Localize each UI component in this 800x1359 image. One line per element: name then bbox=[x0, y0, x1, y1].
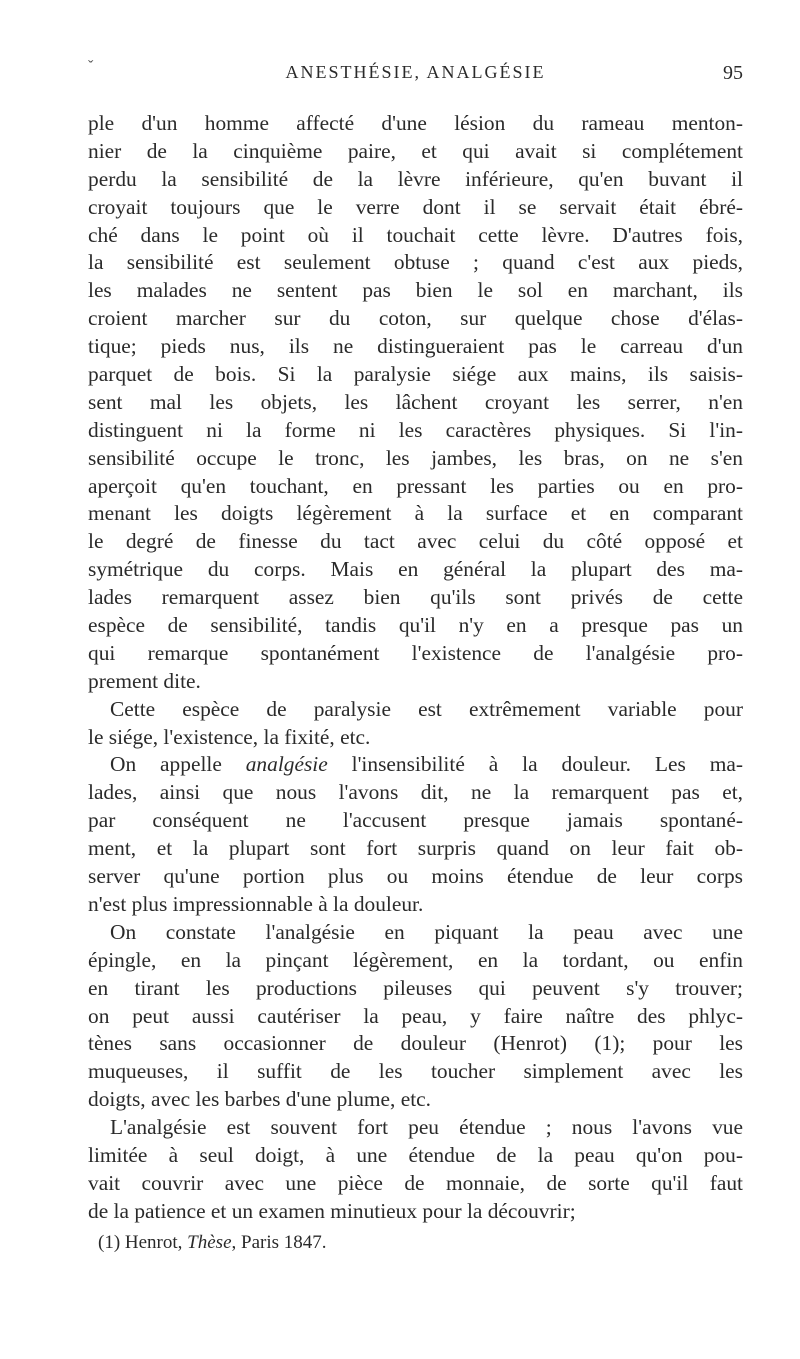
text-line: en tirant les productions pileuses qui peuvent s'y trouver; bbox=[88, 975, 743, 1000]
text-line: lades, ainsi que nous l'avons dit, ne la remarquent pas et, bbox=[88, 780, 743, 805]
text-line: par conséquent ne l'accusent presque jamais spontané- bbox=[88, 808, 743, 833]
text-line: parquet de bois. Si la paralysie siége aux mains, ils saisis- bbox=[88, 362, 743, 387]
text-line: le degré de finesse du tact avec celui du côté opposé et bbox=[88, 529, 743, 554]
text-line: ché dans le point où il touchait cette lèvre. D'autres fois, bbox=[88, 222, 743, 247]
text-line: distinguent ni la forme ni les caractères physiques. Si l'in- bbox=[88, 417, 743, 442]
text-line: L'analgésie est souvent fort peu étendue ; nous l'avons vue bbox=[110, 1115, 743, 1140]
text-line: le siége, l'existence, la fixité, etc. bbox=[88, 724, 371, 749]
text-line: croient marcher sur du coton, sur quelque chose d'élas- bbox=[88, 306, 743, 331]
text-line: menant les doigts légèrement à la surface et en comparant bbox=[88, 501, 743, 526]
text-line: On constate l'analgésie en piquant la peau avec une bbox=[110, 919, 743, 944]
body-text bbox=[88, 110, 743, 1226]
text-line: muqueuses, il suffit de les toucher simplement avec les bbox=[88, 1059, 743, 1084]
text-line: nier de la cinquième paire, et qui avait si complétement bbox=[88, 138, 743, 163]
header-mark: ˇ bbox=[88, 58, 94, 75]
text-line: n'est plus impressionnable à la douleur. bbox=[88, 891, 424, 916]
footnote-work: Thèse bbox=[187, 1232, 232, 1253]
text-line: ment, et la plupart sont fort surpris quand on leur fait ob- bbox=[88, 836, 743, 861]
text-line: Cette espèce de paralysie est extrêmement variable pour bbox=[110, 696, 743, 721]
text-line: prement dite. bbox=[88, 668, 201, 693]
text-line: sensibilité occupe le tronc, les jambes, les bras, on ne s'en bbox=[88, 445, 743, 470]
text-line: les malades ne sentent pas bien le sol en marchant, ils bbox=[88, 278, 743, 303]
text-line: perdu la sensibilité de la lèvre inférieure, qu'en buvant il bbox=[88, 166, 743, 191]
text-line: de la patience et un examen minutieux pour la découvrir; bbox=[88, 1198, 576, 1223]
term-italic: analgésie bbox=[245, 752, 328, 777]
page-header bbox=[88, 58, 743, 94]
running-head: ANESTHÉSIE, ANALGÉSIE bbox=[285, 62, 546, 82]
text-line: vait couvrir avec une pièce de monnaie, de sorte qu'il faut bbox=[88, 1170, 743, 1195]
text-line: qui remarque spontanément l'existence de l'analgésie pro- bbox=[88, 640, 743, 665]
text-line: sent mal les objets, les lâchent croyant les serrer, n'en bbox=[88, 389, 743, 414]
footnote bbox=[98, 1232, 327, 1254]
text-line: on peut aussi cautériser la peau, y faire naître des phlyc- bbox=[88, 1003, 743, 1028]
text-line: ple d'un homme affecté d'une lésion du rameau menton- bbox=[88, 111, 743, 135]
text-line: symétrique du corps. Mais en général la plupart des ma- bbox=[88, 557, 743, 582]
page-number: 95 bbox=[723, 62, 743, 84]
text-line: épingle, en la pinçant légèrement, en la tordant, ou enfin bbox=[88, 947, 743, 972]
text-line: On appelle analgésie l'insensibilité à la douleur. Les ma- bbox=[110, 752, 743, 777]
footnote-marker: (1) bbox=[98, 1232, 121, 1253]
text-line: limitée à seul doigt, à une étendue de la peau qu'on pou- bbox=[88, 1142, 743, 1167]
text-line: lades remarquent assez bien qu'ils sont privés de cette bbox=[88, 585, 743, 610]
footnote-author: Henrot, bbox=[124, 1232, 183, 1253]
text-line: aperçoit qu'en touchant, en pressant les parties ou en pro- bbox=[88, 473, 743, 498]
text-line: doigts, avec les barbes d'une plume, etc. bbox=[88, 1087, 432, 1112]
text-line: la sensibilité est seulement obtuse ; quand c'est aux pieds, bbox=[88, 250, 743, 275]
text-line: tique; pieds nus, ils ne distingueraient pas le carreau d'un bbox=[88, 334, 743, 359]
text-line: server qu'une portion plus ou moins étendue de leur corps bbox=[88, 864, 743, 889]
text-line: tènes sans occasionner de douleur (Henrot) (1); pour les bbox=[88, 1031, 743, 1056]
footnote-place-year: , Paris 1847. bbox=[231, 1232, 327, 1253]
text-line: croyait toujours que le verre dont il se servait était ébré- bbox=[88, 194, 743, 219]
text-line: espèce de sensibilité, tandis qu'il n'y en a presque pas un bbox=[88, 613, 743, 638]
